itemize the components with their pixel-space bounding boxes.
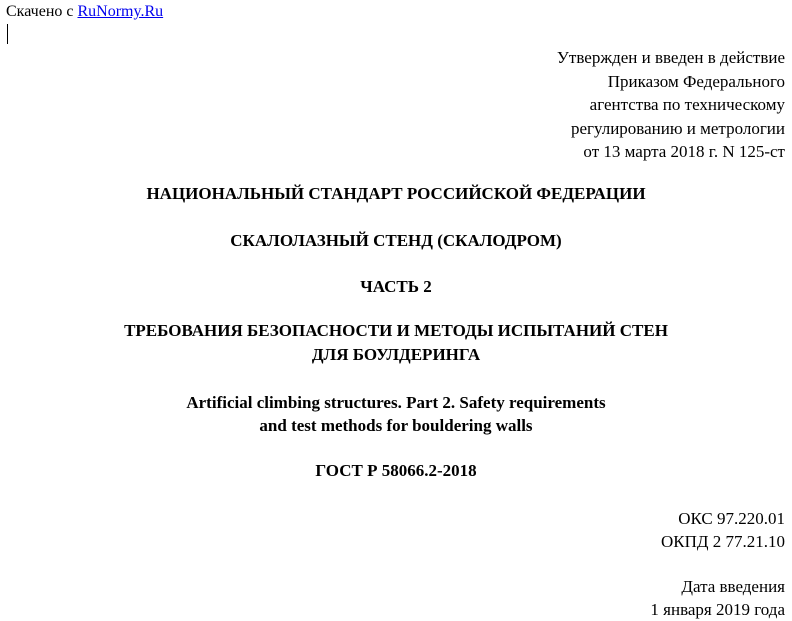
source-note bbox=[6, 2, 163, 22]
introduction-date-block bbox=[650, 575, 785, 621]
standard-type-title: НАЦИОНАЛЬНЫЙ СТАНДАРТ РОССИЙСКОЙ ФЕДЕРАЦИИ bbox=[146, 184, 646, 203]
english-title-line2: and test methods for bouldering walls bbox=[259, 416, 533, 435]
source-prefix: Скачено с bbox=[6, 3, 74, 20]
introduction-date: 1 января 2019 года bbox=[650, 600, 785, 619]
introduction-label: Дата введения bbox=[681, 577, 785, 596]
standard-subtitle-line2: ДЛЯ БОУЛДЕРИНГА bbox=[311, 345, 481, 364]
standard-name: СКАЛОЛАЗНЫЙ СТЕНД (СКАЛОДРОМ) bbox=[230, 231, 562, 250]
approval-line: Приказом Федерального bbox=[607, 71, 785, 91]
english-title-line1: Artificial climbing structures. Part 2. Safety requirements bbox=[186, 393, 606, 412]
okpd-code: ОКПД 2 77.21.10 bbox=[661, 532, 785, 551]
standard-designation: ГОСТ Р 58066.2-2018 bbox=[315, 461, 477, 480]
approval-line: агентства по техническому bbox=[589, 95, 785, 114]
approval-line: от 13 марта 2018 г. N 125-ст bbox=[583, 142, 785, 161]
standard-part: ЧАСТЬ 2 bbox=[360, 277, 432, 296]
approval-line: Утвержден и введен в действие bbox=[556, 48, 785, 67]
text-cursor bbox=[7, 24, 8, 44]
approval-line: регулированию и метрологии bbox=[570, 118, 785, 138]
approval-block bbox=[557, 46, 785, 164]
classification-codes bbox=[661, 507, 785, 553]
standard-subtitle-line1: ТРЕБОВАНИЯ БЕЗОПАСНОСТИ И МЕТОДЫ ИСПЫТАНИЙ СТЕН bbox=[124, 321, 668, 340]
source-link[interactable]: RuNormy.Ru bbox=[77, 3, 164, 20]
oks-code: ОКС 97.220.01 bbox=[678, 509, 785, 528]
